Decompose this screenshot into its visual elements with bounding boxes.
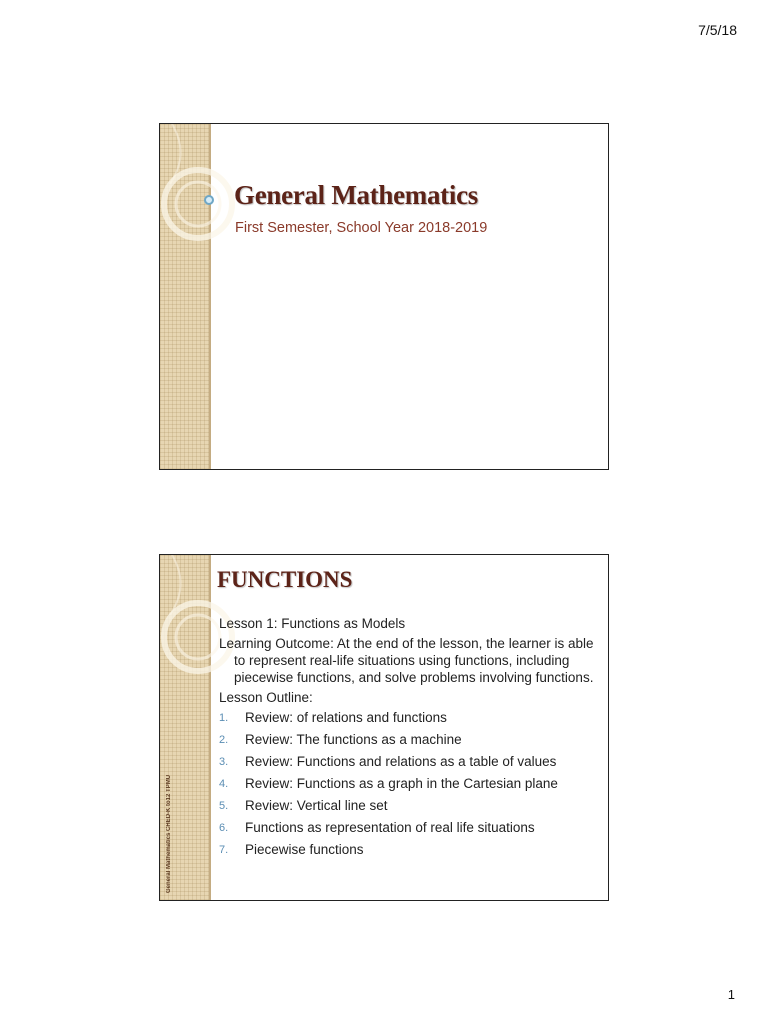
outline-number: 6. (219, 822, 229, 834)
slide-subtitle: First Semester, School Year 2018-2019 (235, 220, 488, 236)
outline-item (219, 841, 599, 858)
outline-text: Review: Functions as a graph in the Cartesian plane (245, 776, 558, 791)
outline-item (219, 819, 599, 836)
lesson-title: Lesson 1: Functions as Models (219, 616, 406, 631)
outline-item (219, 709, 599, 726)
outline-number: 2. (219, 734, 229, 746)
outline-item (219, 753, 599, 770)
outline-text: Review: Vertical line set (245, 798, 388, 813)
outline-number: 1. (219, 712, 229, 724)
page-date: 7/5/18 (698, 22, 737, 38)
slide-title: FUNCTIONS (217, 567, 353, 592)
outline-text: Piecewise functions (245, 842, 364, 857)
bullet-dot-icon (204, 195, 214, 205)
outline-number: 5. (219, 800, 229, 812)
outline-item (219, 775, 599, 792)
outline-number: 4. (219, 778, 229, 790)
decorative-rings (160, 124, 240, 264)
lesson-outline-list (219, 709, 599, 858)
outline-text: Review: Functions and relations as a table of values (245, 754, 557, 769)
slide-footer: General Mathematics CHED-K to12 TPMU (166, 774, 172, 893)
outline-text: Review: of relations and functions (245, 710, 447, 725)
slide-1 (159, 123, 609, 470)
outline-number: 3. (219, 756, 229, 768)
outline-item (219, 731, 599, 748)
slide-2 (159, 554, 609, 901)
outline-item (219, 797, 599, 814)
slide-body (219, 615, 599, 863)
outline-number: 7. (219, 844, 229, 856)
outline-heading: Lesson Outline: (219, 690, 313, 705)
slide-title: General Mathematics (234, 180, 478, 210)
learning-outcome: Learning Outcome: At the end of the lesson, the learner is able to represent real-life situations using functions, including piecewise functions, and solve problems involving functions. (219, 636, 594, 685)
outline-text: Functions as representation of real life situations (245, 820, 535, 835)
outline-text: Review: The functions as a machine (245, 732, 462, 747)
page-number: 1 (727, 987, 735, 1002)
